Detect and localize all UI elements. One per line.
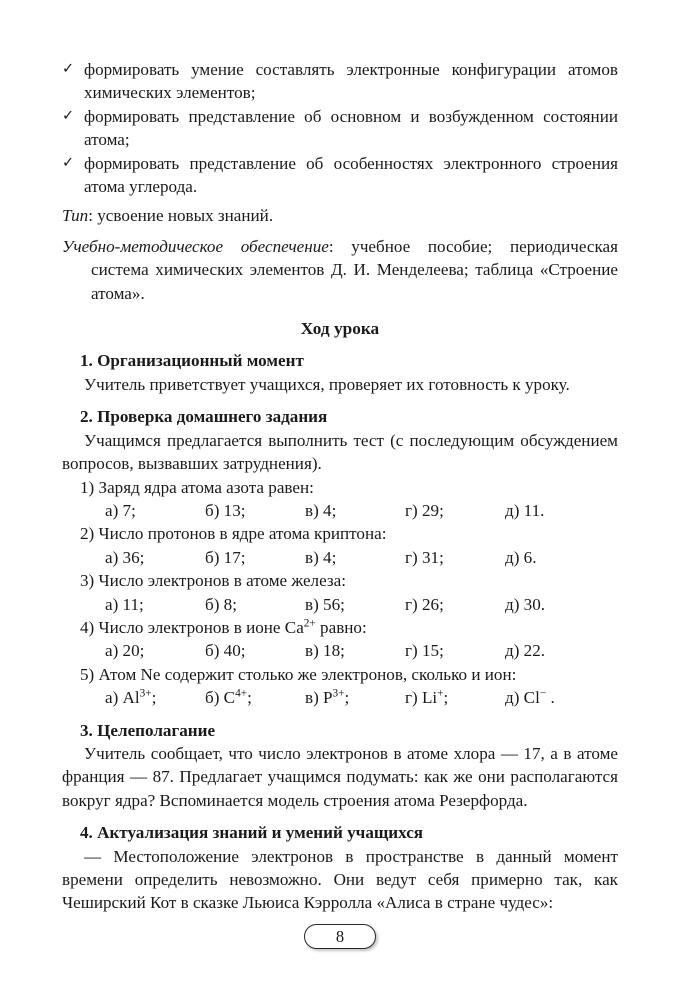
option: б) 17;	[205, 547, 246, 567]
question-stem: 5) Атом Ne содержит столько же электронов, сколько и ион:	[80, 664, 517, 684]
option-suffix: ;	[151, 688, 157, 708]
option-text: б) 40;	[205, 641, 246, 661]
test-question-block	[62, 616, 618, 663]
test-question-block	[62, 522, 618, 569]
option-text: б) C	[205, 688, 236, 708]
lesson-type-value: : усвоение новых знаний.	[88, 206, 274, 226]
question-stem	[62, 616, 618, 639]
option-text: г) Li	[405, 688, 438, 708]
option-text: а) Al	[105, 688, 140, 708]
section-heading-1: 1. Организационный момент	[80, 351, 304, 371]
question-stem: 3) Число электронов в атоме железа:	[80, 571, 346, 591]
option: г) 26;	[405, 594, 444, 614]
option-text: д) 22.	[505, 641, 546, 661]
option: б) 8;	[205, 594, 237, 614]
option: в) 4;	[305, 547, 337, 567]
option-text: г) 15;	[405, 641, 444, 661]
option: в) 56;	[305, 594, 345, 614]
stem-superscript: 2+	[303, 617, 316, 630]
option: а) 7;	[105, 500, 136, 520]
option	[305, 639, 405, 662]
option-superscript: +	[437, 687, 444, 700]
objective-text: формировать представление об особенностях электронного строения атома углерода.	[84, 153, 618, 197]
option-text: а) 20;	[105, 641, 145, 661]
option	[405, 686, 505, 709]
question-options	[62, 593, 618, 616]
option: а) 36;	[105, 547, 145, 567]
section-body-4: — Местоположение электронов в пространстве в данный момент времени определить невозможно. Они ведут себя примерно так, как Чеширский Кот в сказке Льюиса Кэрролла «Алиса в стране чудес»:	[62, 846, 618, 913]
page-number-badge: 8	[304, 924, 376, 949]
resources-label: Учебно-методическое обеспечение	[62, 236, 329, 256]
option-text: в) P	[305, 688, 333, 708]
list-item	[62, 58, 618, 105]
stem-text-before: 4) Число электронов в ионе Ca	[80, 617, 304, 637]
question-options	[62, 686, 618, 709]
option-text: в) 18;	[305, 641, 345, 661]
option	[105, 639, 205, 662]
list-item	[62, 105, 618, 152]
option: д) 11.	[505, 500, 545, 520]
option-superscript: 3+	[332, 687, 345, 700]
test-question-block	[62, 569, 618, 616]
objectives-list	[62, 58, 618, 198]
question-options	[62, 546, 618, 569]
option	[105, 686, 205, 709]
resources-line	[62, 235, 618, 305]
option	[205, 639, 305, 662]
option-suffix: ;	[344, 688, 350, 708]
option-suffix: ;	[247, 688, 252, 708]
lesson-flow-heading: Ход урока	[300, 319, 380, 339]
check-icon: ✓	[62, 154, 75, 171]
section-heading-4: 4. Актуализация знаний и умений учащихся	[80, 823, 424, 843]
resources-value: : учебное пособие; периодическая система химических элементов Д. И. Менделеева; таблица «Строение атома».	[91, 236, 618, 303]
option: в) 4;	[305, 500, 337, 520]
option	[405, 639, 505, 662]
option-text: д) Cl	[505, 688, 540, 708]
option: г) 31;	[405, 547, 444, 567]
section-body-2: Учащимся предлагается выполнить тест (с последующим обсуждением вопросов, вызвавших затруднения).	[62, 430, 618, 474]
test-question-block	[62, 663, 618, 710]
option: г) 29;	[405, 500, 444, 520]
section-heading-2: 2. Проверка домашнего задания	[80, 407, 328, 427]
question-options	[62, 639, 618, 662]
option: д) 6.	[505, 547, 537, 567]
option	[505, 686, 555, 709]
lesson-type-label: Тип	[62, 206, 89, 226]
question-stem: 2) Число протонов в ядре атома криптона:	[80, 524, 387, 544]
option	[305, 686, 405, 709]
option: б) 13;	[205, 500, 246, 520]
check-icon: ✓	[62, 107, 75, 124]
option	[505, 639, 545, 662]
section-body-1: Учитель приветствует учащихся, проверяет их готовность к уроку.	[84, 374, 570, 394]
question-options	[62, 499, 618, 522]
option-suffix: .	[546, 688, 555, 708]
option: д) 30.	[505, 594, 546, 614]
section-heading-3: 3. Целеполагание	[80, 720, 216, 740]
list-item	[62, 152, 618, 199]
option	[205, 686, 305, 709]
section-body-3: Учитель сообщает, что число электронов в атоме хлора — 17, а в атоме франция — 87. Предлагает учащимся подумать: как же они располагаются вокруг ядра? Вспоминается модель строения атома Резерфорда.	[62, 743, 618, 810]
option-superscript: 3+	[139, 687, 152, 700]
page-footer	[0, 924, 680, 949]
option: а) 11;	[105, 594, 144, 614]
objective-text: формировать умение составлять электронные конфигурации атомов химических элементов;	[84, 60, 618, 103]
test-question-block	[62, 476, 618, 523]
option-superscript: −	[539, 687, 547, 700]
option-suffix: ;	[443, 688, 449, 708]
page-content	[62, 58, 618, 915]
check-icon: ✓	[62, 61, 75, 77]
objective-text: формировать представление об основном и возбужденном состоянии атома;	[84, 106, 618, 150]
stem-text-after: равно:	[315, 617, 367, 637]
lesson-type-line	[62, 204, 618, 227]
question-stem: 1) Заряд ядра атома азота равен:	[80, 477, 314, 497]
option-superscript: 4+	[235, 687, 248, 700]
